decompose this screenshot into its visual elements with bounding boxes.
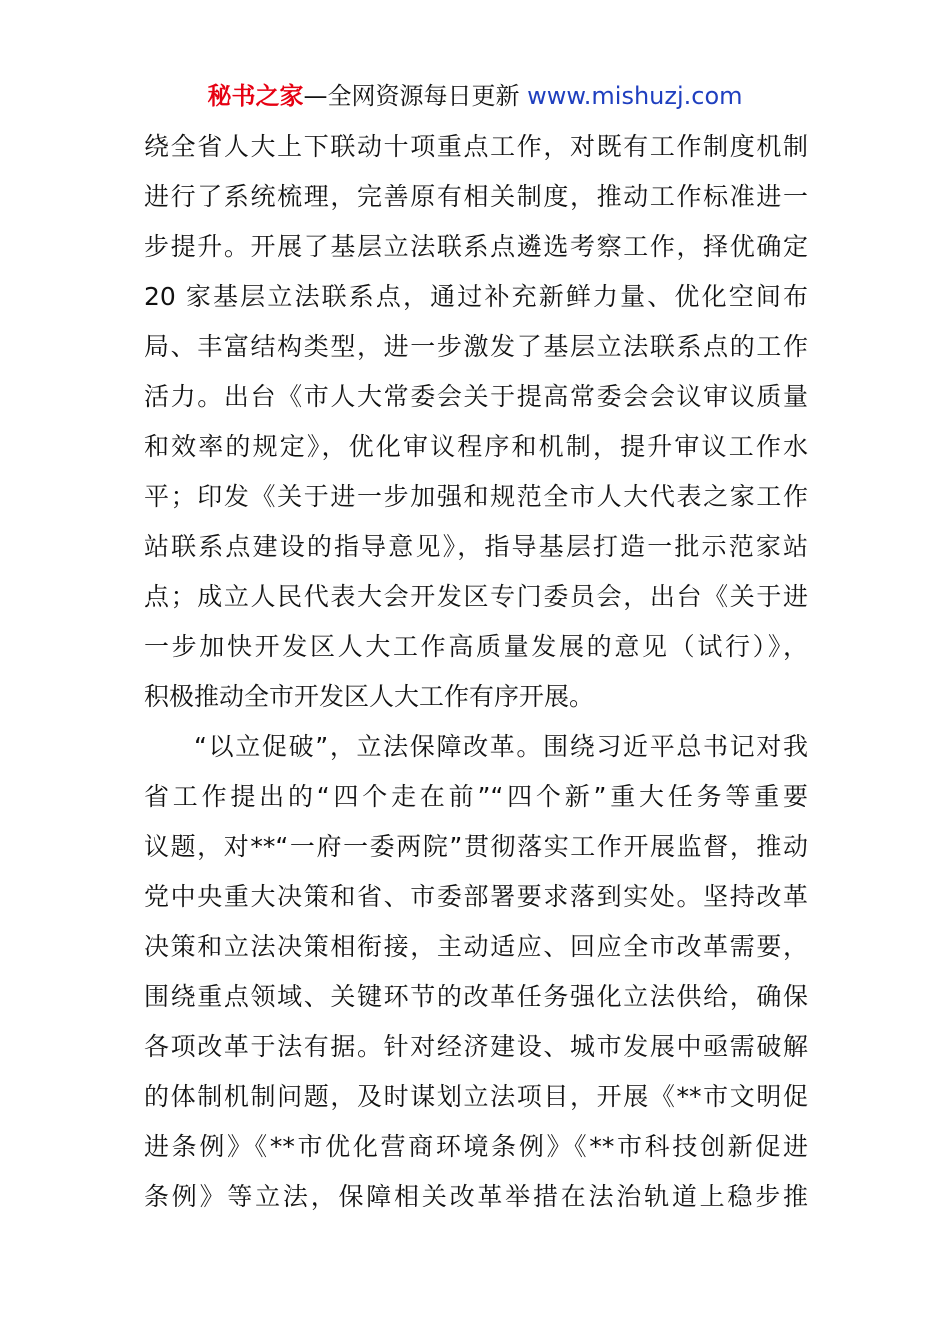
text-line: 党中央重大决策和省、市委部署要求落到实处。坚持改革: [144, 882, 808, 911]
text-line: 一步加快开发区人大工作高质量发展的意见（试行）》，: [144, 632, 808, 661]
site-brand: 秘书之家: [207, 82, 304, 110]
paragraph: [144, 122, 808, 722]
text-line: 步提升。开展了基层立法联系点遴选考察工作，择优确定: [144, 232, 808, 261]
text-line: 条例》等立法，保障相关改革举措在法治轨道上稳步推: [144, 1182, 808, 1211]
text-line: 议题，对**“一府一委两院”贯彻落实工作开展监督，推动: [144, 832, 808, 861]
site-header: [0, 78, 950, 114]
text-line: 积极推动全市开发区人大工作有序开展。: [144, 682, 595, 711]
text-line: 局、丰富结构类型，进一步激发了基层立法联系点的工作: [144, 332, 808, 361]
site-tagline: —全网资源每日更新: [303, 82, 520, 110]
paragraph: [144, 722, 808, 1222]
text-line: 省工作提出的“四个走在前”“四个新”重大任务等重要: [144, 782, 808, 811]
text-line: 围绕重点领域、关键环节的改革任务强化立法供给，确保: [144, 982, 808, 1011]
text-line: 进行了系统梳理，完善原有相关制度，推动工作标准进一: [144, 182, 808, 211]
text-line: 各项改革于法有据。针对经济建设、城市发展中亟需破解: [144, 1032, 808, 1061]
text-line: 20 家基层立法联系点，通过补充新鲜力量、优化空间布: [144, 282, 808, 311]
text-line: “以立促破”，立法保障改革。围绕习近平总书记对我: [194, 732, 808, 761]
text-line: 活力。出台《市人大常委会关于提高常委会会议审议质量: [144, 382, 808, 411]
text-line: 和效率的规定》，优化审议程序和机制，提升审议工作水: [144, 432, 808, 461]
document-body: [144, 122, 808, 1222]
site-url-link[interactable]: www.mishuzj.com: [527, 82, 743, 110]
text-line: 进条例》《**市优化营商环境条例》《**市科技创新促进: [144, 1132, 808, 1161]
text-line: 绕全省人大上下联动十项重点工作，对既有工作制度机制: [144, 132, 808, 161]
text-line: 的体制机制问题，及时谋划立法项目，开展《**市文明促: [144, 1082, 808, 1111]
text-line: 点；成立人民代表大会开发区专门委员会，出台《关于进: [144, 582, 808, 611]
text-line: 站联系点建设的指导意见》，指导基层打造一批示范家站: [144, 532, 808, 561]
text-line: 平；印发《关于进一步加强和规范全市人大代表之家工作: [144, 482, 808, 511]
text-line: 决策和立法决策相衔接，主动适应、回应全市改革需要，: [144, 932, 808, 961]
